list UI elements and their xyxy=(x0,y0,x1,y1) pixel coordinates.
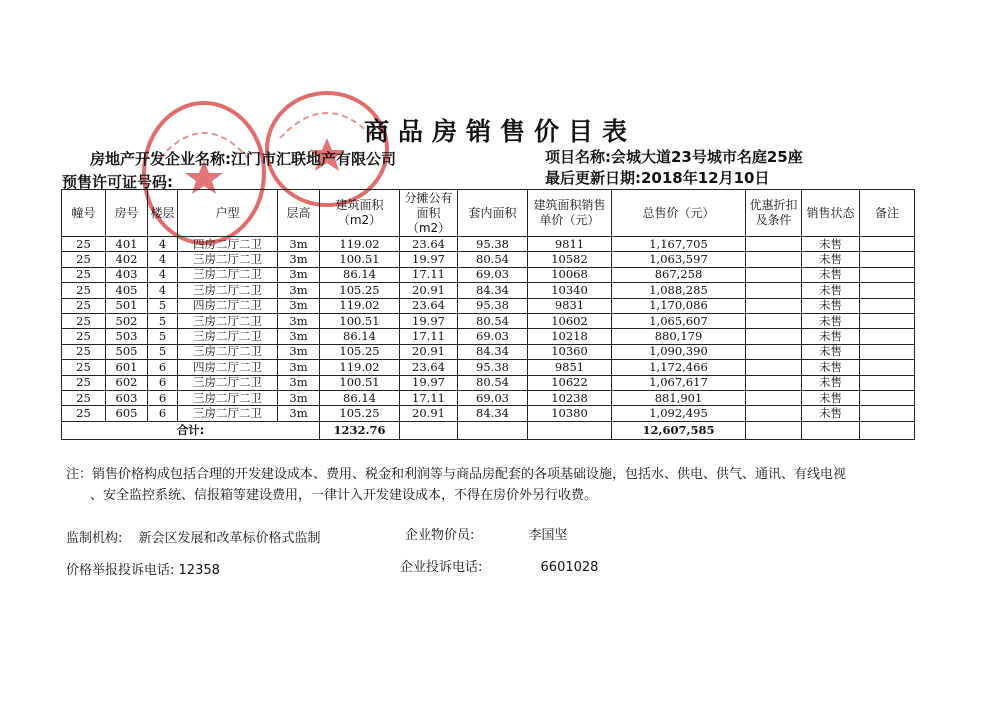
cell-unit-price: 10602 xyxy=(528,313,612,328)
cell-height: 3m xyxy=(278,267,320,282)
cell-status: 未售 xyxy=(802,283,860,298)
col-header-discount: 优惠折扣及条件 xyxy=(746,190,802,237)
cell-remarks xyxy=(860,406,915,421)
cell-total-price: 1,067,617 xyxy=(612,375,746,390)
cell-building: 25 xyxy=(62,252,106,267)
updated-label: 最后更新日期: xyxy=(545,169,641,187)
table-body xyxy=(62,237,915,422)
cell-net-area: 95.38 xyxy=(458,298,528,313)
table-row xyxy=(62,267,915,282)
cell-layout: 三房二厅二卫 xyxy=(178,406,278,421)
cell-unit-price: 10218 xyxy=(528,329,612,344)
cell-total-price: 881,901 xyxy=(612,390,746,405)
cell-net-area: 69.03 xyxy=(458,390,528,405)
cell-floor: 6 xyxy=(148,360,178,375)
cell-shared-area: 17.11 xyxy=(400,329,458,344)
cell-height: 3m xyxy=(278,252,320,267)
cell-remarks xyxy=(860,344,915,359)
cell-shared-area: 23.64 xyxy=(400,360,458,375)
cell-unit-price: 10622 xyxy=(528,375,612,390)
cell-status: 未售 xyxy=(802,313,860,328)
cell-remarks xyxy=(860,329,915,344)
table-row xyxy=(62,406,915,421)
cell-height: 3m xyxy=(278,298,320,313)
cell-shared-area: 19.97 xyxy=(400,313,458,328)
cell-building: 25 xyxy=(62,313,106,328)
cell-total-price: 1,088,285 xyxy=(612,283,746,298)
cell-remarks xyxy=(860,237,915,252)
cell-floor: 6 xyxy=(148,390,178,405)
cell-layout: 三房二厅二卫 xyxy=(178,329,278,344)
cell-unit-price: 9831 xyxy=(528,298,612,313)
cell-room: 401 xyxy=(106,237,148,252)
cell-building: 25 xyxy=(62,237,106,252)
cell-discount xyxy=(746,237,802,252)
cell-layout: 三房二厅二卫 xyxy=(178,390,278,405)
cell-unit-price: 10380 xyxy=(528,406,612,421)
table-row xyxy=(62,283,915,298)
cell-status: 未售 xyxy=(802,267,860,282)
cell-gross-area: 100.51 xyxy=(320,252,400,267)
cell-net-area: 69.03 xyxy=(458,329,528,344)
cell-net-area: 95.38 xyxy=(458,237,528,252)
cell-total-price: 1,065,607 xyxy=(612,313,746,328)
price-officer-line xyxy=(405,524,568,543)
cell-gross-area: 86.14 xyxy=(320,390,400,405)
cell-discount xyxy=(746,298,802,313)
cell-net-area: 84.34 xyxy=(458,406,528,421)
cell-shared-area: 23.64 xyxy=(400,298,458,313)
total-empty-6 xyxy=(860,421,915,439)
cell-remarks xyxy=(860,375,915,390)
cell-layout: 三房二厅二卫 xyxy=(178,283,278,298)
cell-room: 602 xyxy=(106,375,148,390)
cell-unit-price: 10238 xyxy=(528,390,612,405)
cell-building: 25 xyxy=(62,329,106,344)
col-header-shared-area: 分摊公有面积（m2） xyxy=(400,190,458,237)
hotline-label: 价格举报投诉电话: xyxy=(66,563,175,578)
cell-room: 502 xyxy=(106,313,148,328)
cell-shared-area: 23.64 xyxy=(400,237,458,252)
cell-room: 601 xyxy=(106,360,148,375)
table-row xyxy=(62,237,915,252)
total-empty-2 xyxy=(458,421,528,439)
updated-line xyxy=(545,167,770,188)
note-line-1: 注：销售价格构成包括合理的开发建设成本、费用、税金和利润等与商品房配套的各项基础设施，包括水、供电、供气、通讯、有线电视 xyxy=(66,467,847,482)
cell-status: 未售 xyxy=(802,390,860,405)
page-title: 商品房销售价目表 xyxy=(363,117,636,146)
cell-total-price: 1,063,597 xyxy=(612,252,746,267)
col-header-unit-price: 建筑面积销售单价（元） xyxy=(528,190,612,237)
total-area: 1232.76 xyxy=(320,421,400,439)
cell-height: 3m xyxy=(278,344,320,359)
col-header-gross-area: 建筑面积（m2） xyxy=(320,190,400,237)
cell-height: 3m xyxy=(278,237,320,252)
cell-shared-area: 19.97 xyxy=(400,375,458,390)
cell-floor: 6 xyxy=(148,375,178,390)
cell-unit-price: 10360 xyxy=(528,344,612,359)
supervisor-label: 监制机构: xyxy=(66,531,123,546)
project-line xyxy=(545,146,803,167)
cell-net-area: 84.34 xyxy=(458,283,528,298)
table-row xyxy=(62,375,915,390)
col-header-net-area: 套内面积 xyxy=(458,190,528,237)
cell-discount xyxy=(746,313,802,328)
cell-status: 未售 xyxy=(802,375,860,390)
hotline-value: 12358 xyxy=(178,563,220,578)
cell-status: 未售 xyxy=(802,406,860,421)
price-officer-label: 企业物价员: xyxy=(405,528,475,543)
cell-layout: 四房二厅二卫 xyxy=(178,298,278,313)
cell-height: 3m xyxy=(278,406,320,421)
cell-layout: 三房二厅二卫 xyxy=(178,313,278,328)
cell-floor: 5 xyxy=(148,298,178,313)
cell-building: 25 xyxy=(62,360,106,375)
cell-layout: 四房二厅二卫 xyxy=(178,237,278,252)
cell-total-price: 1,170,086 xyxy=(612,298,746,313)
cell-height: 3m xyxy=(278,313,320,328)
project-label: 项目名称: xyxy=(545,148,611,166)
developer-value: 江门市汇联地产有限公司 xyxy=(231,150,397,168)
cell-net-area: 80.54 xyxy=(458,252,528,267)
cell-total-price: 1,167,705 xyxy=(612,237,746,252)
cell-discount xyxy=(746,283,802,298)
cell-shared-area: 20.91 xyxy=(400,406,458,421)
project-value: 会城大道23号城市名庭25座 xyxy=(611,148,803,166)
cell-status: 未售 xyxy=(802,344,860,359)
cell-floor: 4 xyxy=(148,283,178,298)
cell-unit-price: 10340 xyxy=(528,283,612,298)
developer-label: 房地产开发企业名称: xyxy=(90,150,231,168)
cell-layout: 四房二厅二卫 xyxy=(178,360,278,375)
cell-room: 501 xyxy=(106,298,148,313)
cell-layout: 三房二厅二卫 xyxy=(178,375,278,390)
cell-remarks xyxy=(860,360,915,375)
cell-net-area: 84.34 xyxy=(458,344,528,359)
cell-shared-area: 19.97 xyxy=(400,252,458,267)
col-header-height: 层高 xyxy=(278,190,320,237)
updated-value: 2018年12月10日 xyxy=(641,169,770,187)
developer-line xyxy=(90,148,396,169)
cell-status: 未售 xyxy=(802,237,860,252)
cell-floor: 5 xyxy=(148,329,178,344)
cell-shared-area: 20.91 xyxy=(400,283,458,298)
cell-status: 未售 xyxy=(802,252,860,267)
cell-height: 3m xyxy=(278,329,320,344)
cell-total-price: 1,090,390 xyxy=(612,344,746,359)
table-row xyxy=(62,344,915,359)
cell-height: 3m xyxy=(278,360,320,375)
cell-room: 603 xyxy=(106,390,148,405)
table-row xyxy=(62,390,915,405)
cell-gross-area: 100.51 xyxy=(320,375,400,390)
cell-building: 25 xyxy=(62,406,106,421)
cell-room: 605 xyxy=(106,406,148,421)
note-line-2: 、安全监控系统、信报箱等建设费用，一律计入开发建设成本，不得在房价外另行收费。 xyxy=(90,488,598,503)
cell-floor: 4 xyxy=(148,267,178,282)
cell-status: 未售 xyxy=(802,298,860,313)
total-label: 合计: xyxy=(62,421,320,439)
cell-discount xyxy=(746,390,802,405)
cell-total-price: 1,172,466 xyxy=(612,360,746,375)
cell-layout: 三房二厅二卫 xyxy=(178,344,278,359)
cell-discount xyxy=(746,375,802,390)
cell-discount xyxy=(746,252,802,267)
permit-label: 预售许可证号码: xyxy=(62,173,173,191)
cell-floor: 5 xyxy=(148,344,178,359)
cell-remarks xyxy=(860,252,915,267)
cell-total-price: 867,258 xyxy=(612,267,746,282)
cell-unit-price: 10068 xyxy=(528,267,612,282)
cell-total-price: 880,179 xyxy=(612,329,746,344)
table-row xyxy=(62,313,915,328)
supervisor-line xyxy=(66,527,321,546)
cell-net-area: 95.38 xyxy=(458,360,528,375)
cell-unit-price: 9851 xyxy=(528,360,612,375)
cell-remarks xyxy=(860,298,915,313)
cell-discount xyxy=(746,267,802,282)
cell-height: 3m xyxy=(278,283,320,298)
cell-shared-area: 17.11 xyxy=(400,390,458,405)
cell-room: 402 xyxy=(106,252,148,267)
cell-gross-area: 119.02 xyxy=(320,298,400,313)
cell-floor: 4 xyxy=(148,237,178,252)
cell-gross-area: 86.14 xyxy=(320,267,400,282)
cell-building: 25 xyxy=(62,375,106,390)
cell-unit-price: 10582 xyxy=(528,252,612,267)
cell-total-price: 1,092,495 xyxy=(612,406,746,421)
complaint-label: 企业投诉电话: xyxy=(400,560,483,575)
total-empty-5 xyxy=(802,421,860,439)
total-empty-4 xyxy=(746,421,802,439)
price-officer-value: 李国坚 xyxy=(528,528,568,543)
total-price: 12,607,585 xyxy=(612,421,746,439)
cell-room: 403 xyxy=(106,267,148,282)
cell-remarks xyxy=(860,283,915,298)
cell-building: 25 xyxy=(62,390,106,405)
cell-room: 505 xyxy=(106,344,148,359)
cell-building: 25 xyxy=(62,344,106,359)
cell-net-area: 80.54 xyxy=(458,313,528,328)
cell-shared-area: 17.11 xyxy=(400,267,458,282)
cell-net-area: 80.54 xyxy=(458,375,528,390)
cell-discount xyxy=(746,329,802,344)
cell-layout: 三房二厅二卫 xyxy=(178,252,278,267)
col-header-status: 销售状态 xyxy=(802,190,860,237)
cell-unit-price: 9811 xyxy=(528,237,612,252)
cell-layout: 三房二厅二卫 xyxy=(178,267,278,282)
table-row xyxy=(62,329,915,344)
complaint-value: 6601028 xyxy=(540,560,599,575)
cell-building: 25 xyxy=(62,298,106,313)
cell-room: 503 xyxy=(106,329,148,344)
supervisor-value: 新会区发展和改革标价格式监制 xyxy=(138,531,321,546)
cell-discount xyxy=(746,360,802,375)
cell-shared-area: 20.91 xyxy=(400,344,458,359)
col-header-building: 幢号 xyxy=(62,190,106,237)
complaint-line xyxy=(400,556,598,575)
cell-gross-area: 105.25 xyxy=(320,406,400,421)
cell-floor: 6 xyxy=(148,406,178,421)
cell-discount xyxy=(746,344,802,359)
total-row xyxy=(62,421,915,439)
cell-remarks xyxy=(860,390,915,405)
cell-status: 未售 xyxy=(802,329,860,344)
col-header-layout: 户型 xyxy=(178,190,278,237)
cell-gross-area: 119.02 xyxy=(320,237,400,252)
cell-room: 405 xyxy=(106,283,148,298)
table-header-row xyxy=(62,190,915,237)
col-header-floor: 楼层 xyxy=(148,190,178,237)
col-header-remarks: 备注 xyxy=(860,190,915,237)
col-header-room: 房号 xyxy=(106,190,148,237)
cell-height: 3m xyxy=(278,375,320,390)
cell-discount xyxy=(746,406,802,421)
cell-gross-area: 105.25 xyxy=(320,283,400,298)
cell-status: 未售 xyxy=(802,360,860,375)
total-empty-3 xyxy=(528,421,612,439)
hotline-line xyxy=(66,559,220,578)
cell-remarks xyxy=(860,313,915,328)
col-header-total-price: 总售价（元） xyxy=(612,190,746,237)
cell-gross-area: 86.14 xyxy=(320,329,400,344)
table-row xyxy=(62,252,915,267)
total-empty-1 xyxy=(400,421,458,439)
cell-gross-area: 119.02 xyxy=(320,360,400,375)
cell-floor: 5 xyxy=(148,313,178,328)
cell-floor: 4 xyxy=(148,252,178,267)
table-row xyxy=(62,360,915,375)
cell-net-area: 69.03 xyxy=(458,267,528,282)
cell-building: 25 xyxy=(62,267,106,282)
cell-remarks xyxy=(860,267,915,282)
note xyxy=(66,464,936,506)
cell-gross-area: 105.25 xyxy=(320,344,400,359)
price-table xyxy=(61,189,915,440)
cell-building: 25 xyxy=(62,283,106,298)
cell-gross-area: 100.51 xyxy=(320,313,400,328)
table-row xyxy=(62,298,915,313)
cell-height: 3m xyxy=(278,390,320,405)
